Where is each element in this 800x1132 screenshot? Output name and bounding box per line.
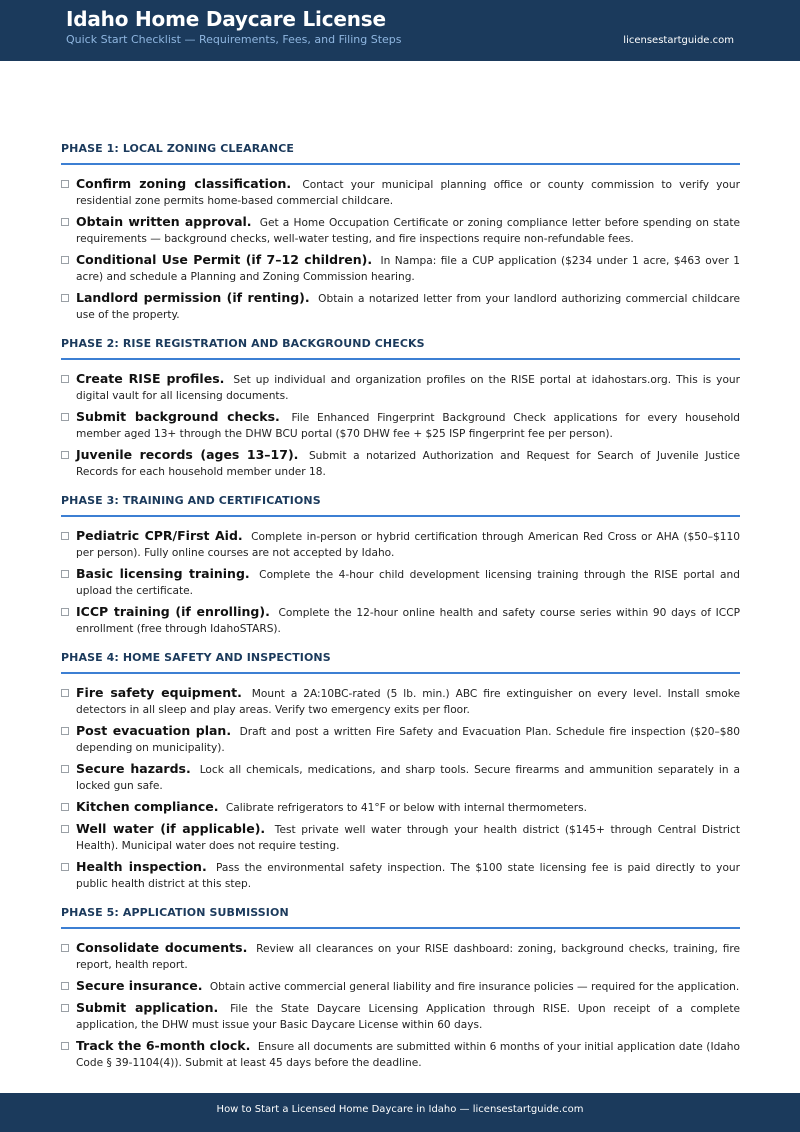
checklist-item bbox=[61, 799, 740, 816]
checklist-item-label: Submit application. bbox=[76, 1000, 219, 1015]
checklist-item bbox=[61, 1000, 740, 1033]
phase-section-3 bbox=[61, 494, 740, 637]
checklist-item-text: Complete in-person or hybrid certification through American Red Cross or AHA ($50–$110 per person). Fully online courses are not accepted by Idaho. bbox=[76, 531, 740, 559]
checklist-item bbox=[61, 859, 740, 892]
checklist-item-label: Confirm zoning classification. bbox=[76, 176, 292, 191]
checkbox[interactable] bbox=[61, 803, 69, 811]
checklist-item-text: Lock all chemicals, medications, and sharp tools. Secure firearms and ammunition separately in a locked gun safe. bbox=[76, 764, 740, 792]
phase-section-2 bbox=[61, 337, 740, 480]
checkbox[interactable] bbox=[61, 727, 69, 735]
checklist-item-text: Set up individual and organization profiles on the RISE portal at idahostars.org. This is your digital vault for all licensing documents. bbox=[76, 374, 740, 402]
checkbox[interactable] bbox=[61, 765, 69, 773]
checklist-item-label: Secure hazards. bbox=[76, 761, 191, 776]
checklist-item-label: Pediatric CPR/First Aid. bbox=[76, 528, 243, 543]
checklist-item-label: Conditional Use Permit (if 7–12 children). bbox=[76, 252, 373, 267]
checklist-item-label: Well water (if applicable). bbox=[76, 821, 266, 836]
phase-heading: PHASE 1: LOCAL ZONING CLEARANCE bbox=[61, 142, 740, 165]
checklist-item bbox=[61, 252, 740, 285]
checklist-item bbox=[61, 761, 740, 794]
checkbox[interactable] bbox=[61, 825, 69, 833]
checklist-item-text: Test private well water through your health district ($145+ through Central District Health). Municipal water does not require testing. bbox=[76, 824, 740, 852]
checklist-item-label: Juvenile records (ages 13–17). bbox=[76, 447, 299, 462]
checklist-item bbox=[61, 1038, 740, 1071]
checklist-item-text: Submit a notarized Authorization and Request for Search of Juvenile Justice Records for each household member under 18. bbox=[76, 450, 740, 478]
checklist-item-label: Submit background checks. bbox=[76, 409, 280, 424]
checklist-item bbox=[61, 214, 740, 247]
checklist-item-label: Basic licensing training. bbox=[76, 566, 250, 581]
checkbox[interactable] bbox=[61, 944, 69, 952]
checklist-item-text: Complete the 12-hour online health and safety course series within 90 days of ICCP enrollment (free through IdahoSTARS). bbox=[76, 607, 740, 635]
phase-heading: PHASE 4: HOME SAFETY AND INSPECTIONS bbox=[61, 651, 740, 674]
document-subtitle: Quick Start Checklist — Requirements, Fees, and Filing Steps bbox=[66, 33, 402, 46]
phase-heading: PHASE 3: TRAINING AND CERTIFICATIONS bbox=[61, 494, 740, 517]
phase-heading: PHASE 5: APPLICATION SUBMISSION bbox=[61, 906, 740, 929]
checklist-item-label: Fire safety equipment. bbox=[76, 685, 242, 700]
checkbox[interactable] bbox=[61, 863, 69, 871]
checklist-item-label: Kitchen compliance. bbox=[76, 799, 219, 814]
checkbox[interactable] bbox=[61, 1042, 69, 1050]
checklist-item-label: Create RISE profiles. bbox=[76, 371, 225, 386]
phase-heading: PHASE 2: RISE REGISTRATION AND BACKGROUND CHECKS bbox=[61, 337, 740, 360]
checklist-item bbox=[61, 978, 740, 995]
checklist-item-text: File the State Daycare Licensing Application through RISE. Upon receipt of a complete application, the DHW must issue your Basic Daycare License within 60 days. bbox=[76, 1003, 740, 1031]
checklist-item bbox=[61, 723, 740, 756]
checklist-item-text: File Enhanced Fingerprint Background Check applications for every household member aged 13+ through the DHW BCU portal ($70 DHW fee + $25 ISP fingerprint fee per person). bbox=[76, 412, 740, 440]
checkbox[interactable] bbox=[61, 570, 69, 578]
footer-text: How to Start a Licensed Home Daycare in Idaho — licensestartguide.com bbox=[216, 1104, 584, 1115]
checklist-item-label: Secure insurance. bbox=[76, 978, 203, 993]
phase-section-5 bbox=[61, 906, 740, 1071]
checklist-item-label: Obtain written approval. bbox=[76, 214, 252, 229]
checklist-item-text: Contact your municipal planning office or county commission to verify your residential zone permits home-based commercial childcare. bbox=[76, 179, 740, 207]
checklist-item bbox=[61, 821, 740, 854]
checklist-item-text: Draft and post a written Fire Safety and Evacuation Plan. Schedule fire inspection ($20–$80 depending on municipality). bbox=[76, 726, 741, 754]
phase-section-1 bbox=[61, 142, 740, 323]
checkbox[interactable] bbox=[61, 608, 69, 616]
checklist-content bbox=[61, 142, 740, 1076]
checklist-item bbox=[61, 290, 740, 323]
checklist-item-text: Ensure all documents are submitted within 6 months of your initial application date (Idaho Code § 39-1104(4)). Submit at least 45 days before the deadline. bbox=[76, 1041, 740, 1069]
checklist-item-label: Track the 6-month clock. bbox=[76, 1038, 251, 1053]
page-header bbox=[0, 0, 800, 61]
checkbox[interactable] bbox=[61, 180, 69, 188]
page-footer bbox=[0, 1093, 800, 1132]
checklist-item bbox=[61, 176, 740, 209]
checklist-item-text: Obtain a notarized letter from your landlord authorizing commercial childcare use of the property. bbox=[76, 293, 741, 321]
checklist-item-text: Complete the 4-hour child development licensing training through the RISE portal and upload the certificate. bbox=[76, 569, 740, 597]
checklist-item bbox=[61, 409, 740, 442]
checkbox[interactable] bbox=[61, 532, 69, 540]
checkbox[interactable] bbox=[61, 218, 69, 226]
checklist-item bbox=[61, 528, 740, 561]
checkbox[interactable] bbox=[61, 375, 69, 383]
checklist-item-text: Pass the environmental safety inspection. The $100 state licensing fee is paid directly to your public health district at this step. bbox=[76, 862, 741, 890]
checkbox[interactable] bbox=[61, 451, 69, 459]
checkbox[interactable] bbox=[61, 294, 69, 302]
checkbox[interactable] bbox=[61, 982, 69, 990]
checklist-item-label: Consolidate documents. bbox=[76, 940, 248, 955]
checklist-item-label: Health inspection. bbox=[76, 859, 207, 874]
checkbox[interactable] bbox=[61, 256, 69, 264]
checklist-item bbox=[61, 604, 740, 637]
checkbox[interactable] bbox=[61, 413, 69, 421]
document-title: Idaho Home Daycare License bbox=[66, 7, 386, 31]
checklist-item-text: Obtain active commercial general liability and fire insurance policies — required for the application. bbox=[209, 981, 740, 993]
header-site-link[interactable]: licensestartguide.com bbox=[623, 35, 734, 46]
checklist-item-label: Landlord permission (if renting). bbox=[76, 290, 310, 305]
checklist-item-text: Calibrate refrigerators to 41°F or below with internal thermometers. bbox=[225, 802, 588, 814]
checkbox[interactable] bbox=[61, 689, 69, 697]
checklist-item bbox=[61, 566, 740, 599]
checklist-item-text: Get a Home Occupation Certificate or zoning compliance letter before spending on state requirements — background checks, well-water testing, and fire inspections require non-refundable fees. bbox=[76, 217, 740, 245]
checklist-item-label: Post evacuation plan. bbox=[76, 723, 232, 738]
checklist-item bbox=[61, 371, 740, 404]
checkbox[interactable] bbox=[61, 1004, 69, 1012]
checklist-item-text: In Nampa: file a CUP application ($234 under 1 acre, $463 over 1 acre) and schedule a Planning and Zoning Commission hearing. bbox=[76, 255, 740, 283]
checklist-item bbox=[61, 685, 740, 718]
checklist-item-text: Mount a 2A:10BC-rated (5 lb. min.) ABC fire extinguisher on every level. Install smoke detectors in all sleep and play areas. Verify two emergency exits per floor. bbox=[76, 688, 740, 716]
checklist-item bbox=[61, 940, 740, 973]
phase-section-4 bbox=[61, 651, 740, 892]
checklist-item-label: ICCP training (if enrolling). bbox=[76, 604, 270, 619]
checklist-item-text: Review all clearances on your RISE dashboard: zoning, background checks, training, fire report, health report. bbox=[76, 943, 741, 971]
checklist-item bbox=[61, 447, 740, 480]
